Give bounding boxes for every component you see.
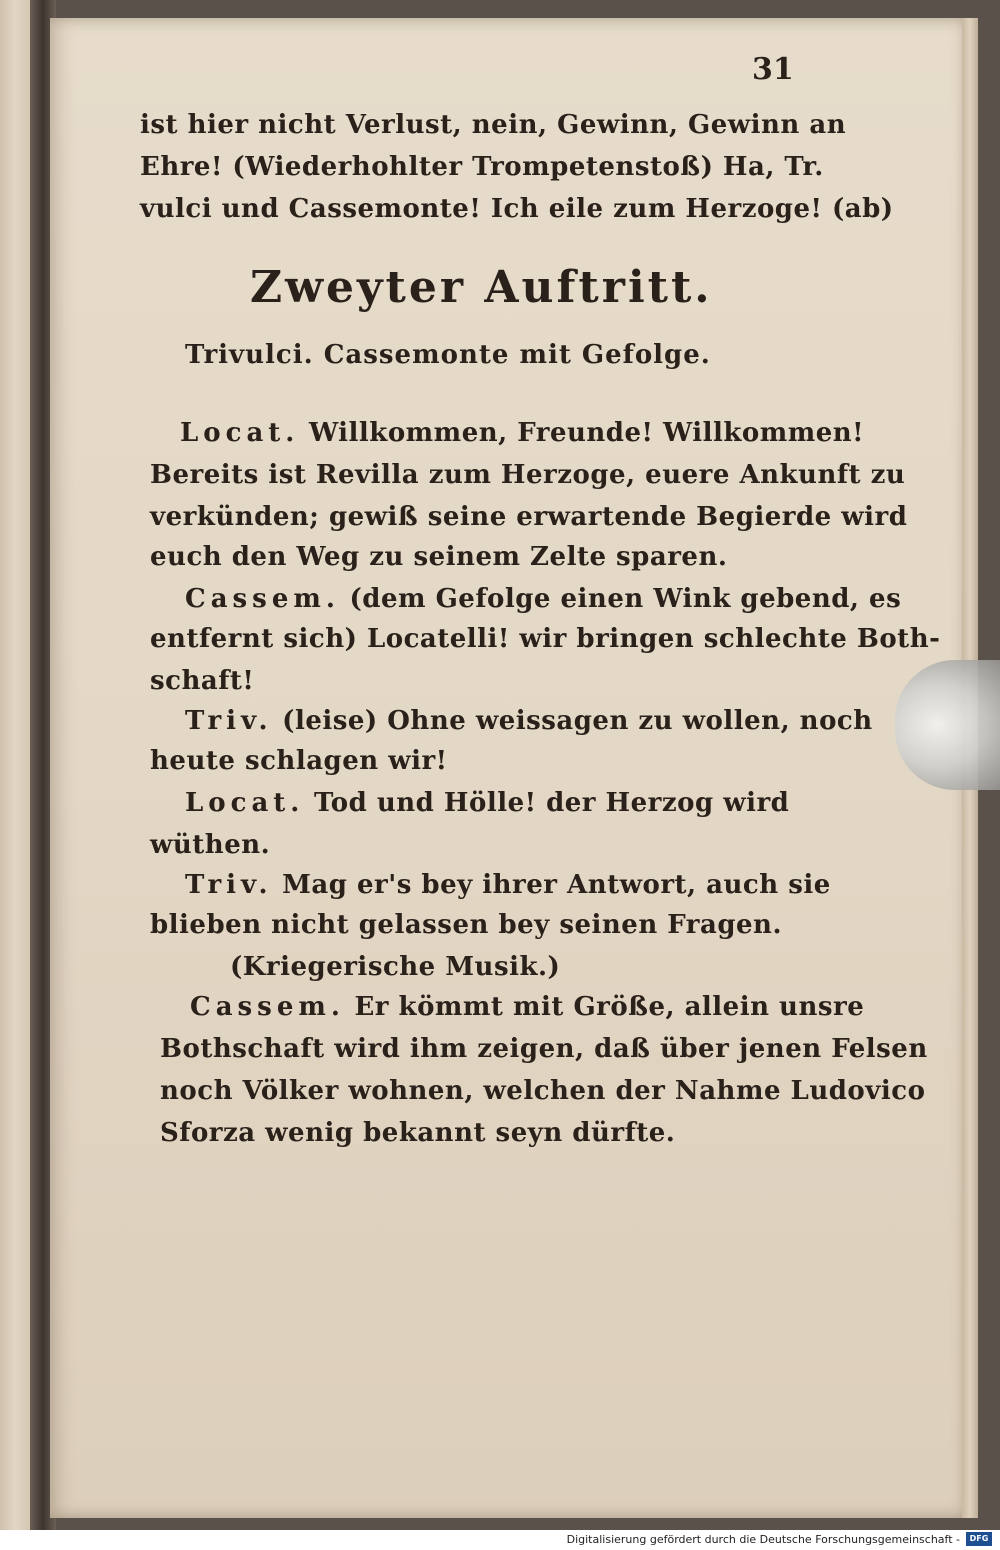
speech-text: (dem Gefolge einen Wink gebend, es xyxy=(349,584,902,614)
speech-line: euch den Weg zu seinem Zelte sparen. xyxy=(150,542,728,572)
speech-line: wüthen. xyxy=(150,830,271,860)
speech-line: Sforza wenig bekannt seyn dürfte. xyxy=(160,1118,676,1148)
page-number: 31 xyxy=(752,52,794,87)
speech-line: heute schlagen wir! xyxy=(150,746,448,776)
continuation-line: Ehre! (Wiederhohlter Trompetenstoß) Ha, Tr. xyxy=(140,152,824,182)
continuation-line: ist hier nicht Verlust, nein, Gewinn, Gewinn an xyxy=(140,110,847,140)
speaker-label: Locat. xyxy=(180,418,300,448)
speech-line: entfernt sich) Locatelli! wir bringen schlechte Both- xyxy=(150,624,941,654)
speech-text: Er kömmt mit Größe, allein unsre xyxy=(354,992,865,1022)
speaker-label: Cassem. xyxy=(190,992,345,1022)
speech-text: Tod und Hölle! der Herzog wird xyxy=(313,788,790,818)
scanner-thumb-clip xyxy=(895,660,1000,790)
cast-list: Trivulci. Cassemonte mit Gefolge. xyxy=(185,340,711,370)
funding-credit: Digitalisierung gefördert durch die Deutsche Forschungsgemeinschaft - xyxy=(566,1533,960,1546)
dfg-logo: DFG xyxy=(966,1532,992,1546)
speech-line: noch Völker wohnen, welchen der Nahme Ludovico xyxy=(160,1076,926,1106)
speaker-label: Locat. xyxy=(185,788,305,818)
speech-text: Willkommen, Freunde! Willkommen! xyxy=(308,418,865,448)
continuation-line: vulci und Cassemonte! Ich eile zum Herzoge! (ab) xyxy=(140,194,894,224)
speech-text: (leise) Ohne weissagen zu wollen, noch xyxy=(282,706,873,736)
speech-line: Bothschaft wird ihm zeigen, daß über jenen Felsen xyxy=(160,1034,928,1064)
speech-line: Bereits ist Revilla zum Herzoge, euere Ankunft zu xyxy=(150,460,906,490)
speech-text: Mag er's bey ihrer Antwort, auch sie xyxy=(282,870,831,900)
speech-line xyxy=(185,706,873,736)
speech-line: verkünden; gewiß seine erwartende Begierde wird xyxy=(150,502,908,532)
speech-line: schaft! xyxy=(150,666,255,696)
speech-line xyxy=(180,418,864,448)
speech-line xyxy=(190,992,864,1022)
speech-line: blieben nicht gelassen bey seinen Fragen. xyxy=(150,910,783,940)
scene-title: Zweyter Auftritt. xyxy=(250,262,713,313)
stage-direction: (Kriegerische Musik.) xyxy=(230,952,561,982)
speech-line xyxy=(185,788,789,818)
speaker-label: Triv. xyxy=(185,706,273,736)
speaker-label: Triv. xyxy=(185,870,273,900)
speech-line xyxy=(185,584,901,614)
speaker-label: Cassem. xyxy=(185,584,340,614)
speech-line xyxy=(185,870,831,900)
